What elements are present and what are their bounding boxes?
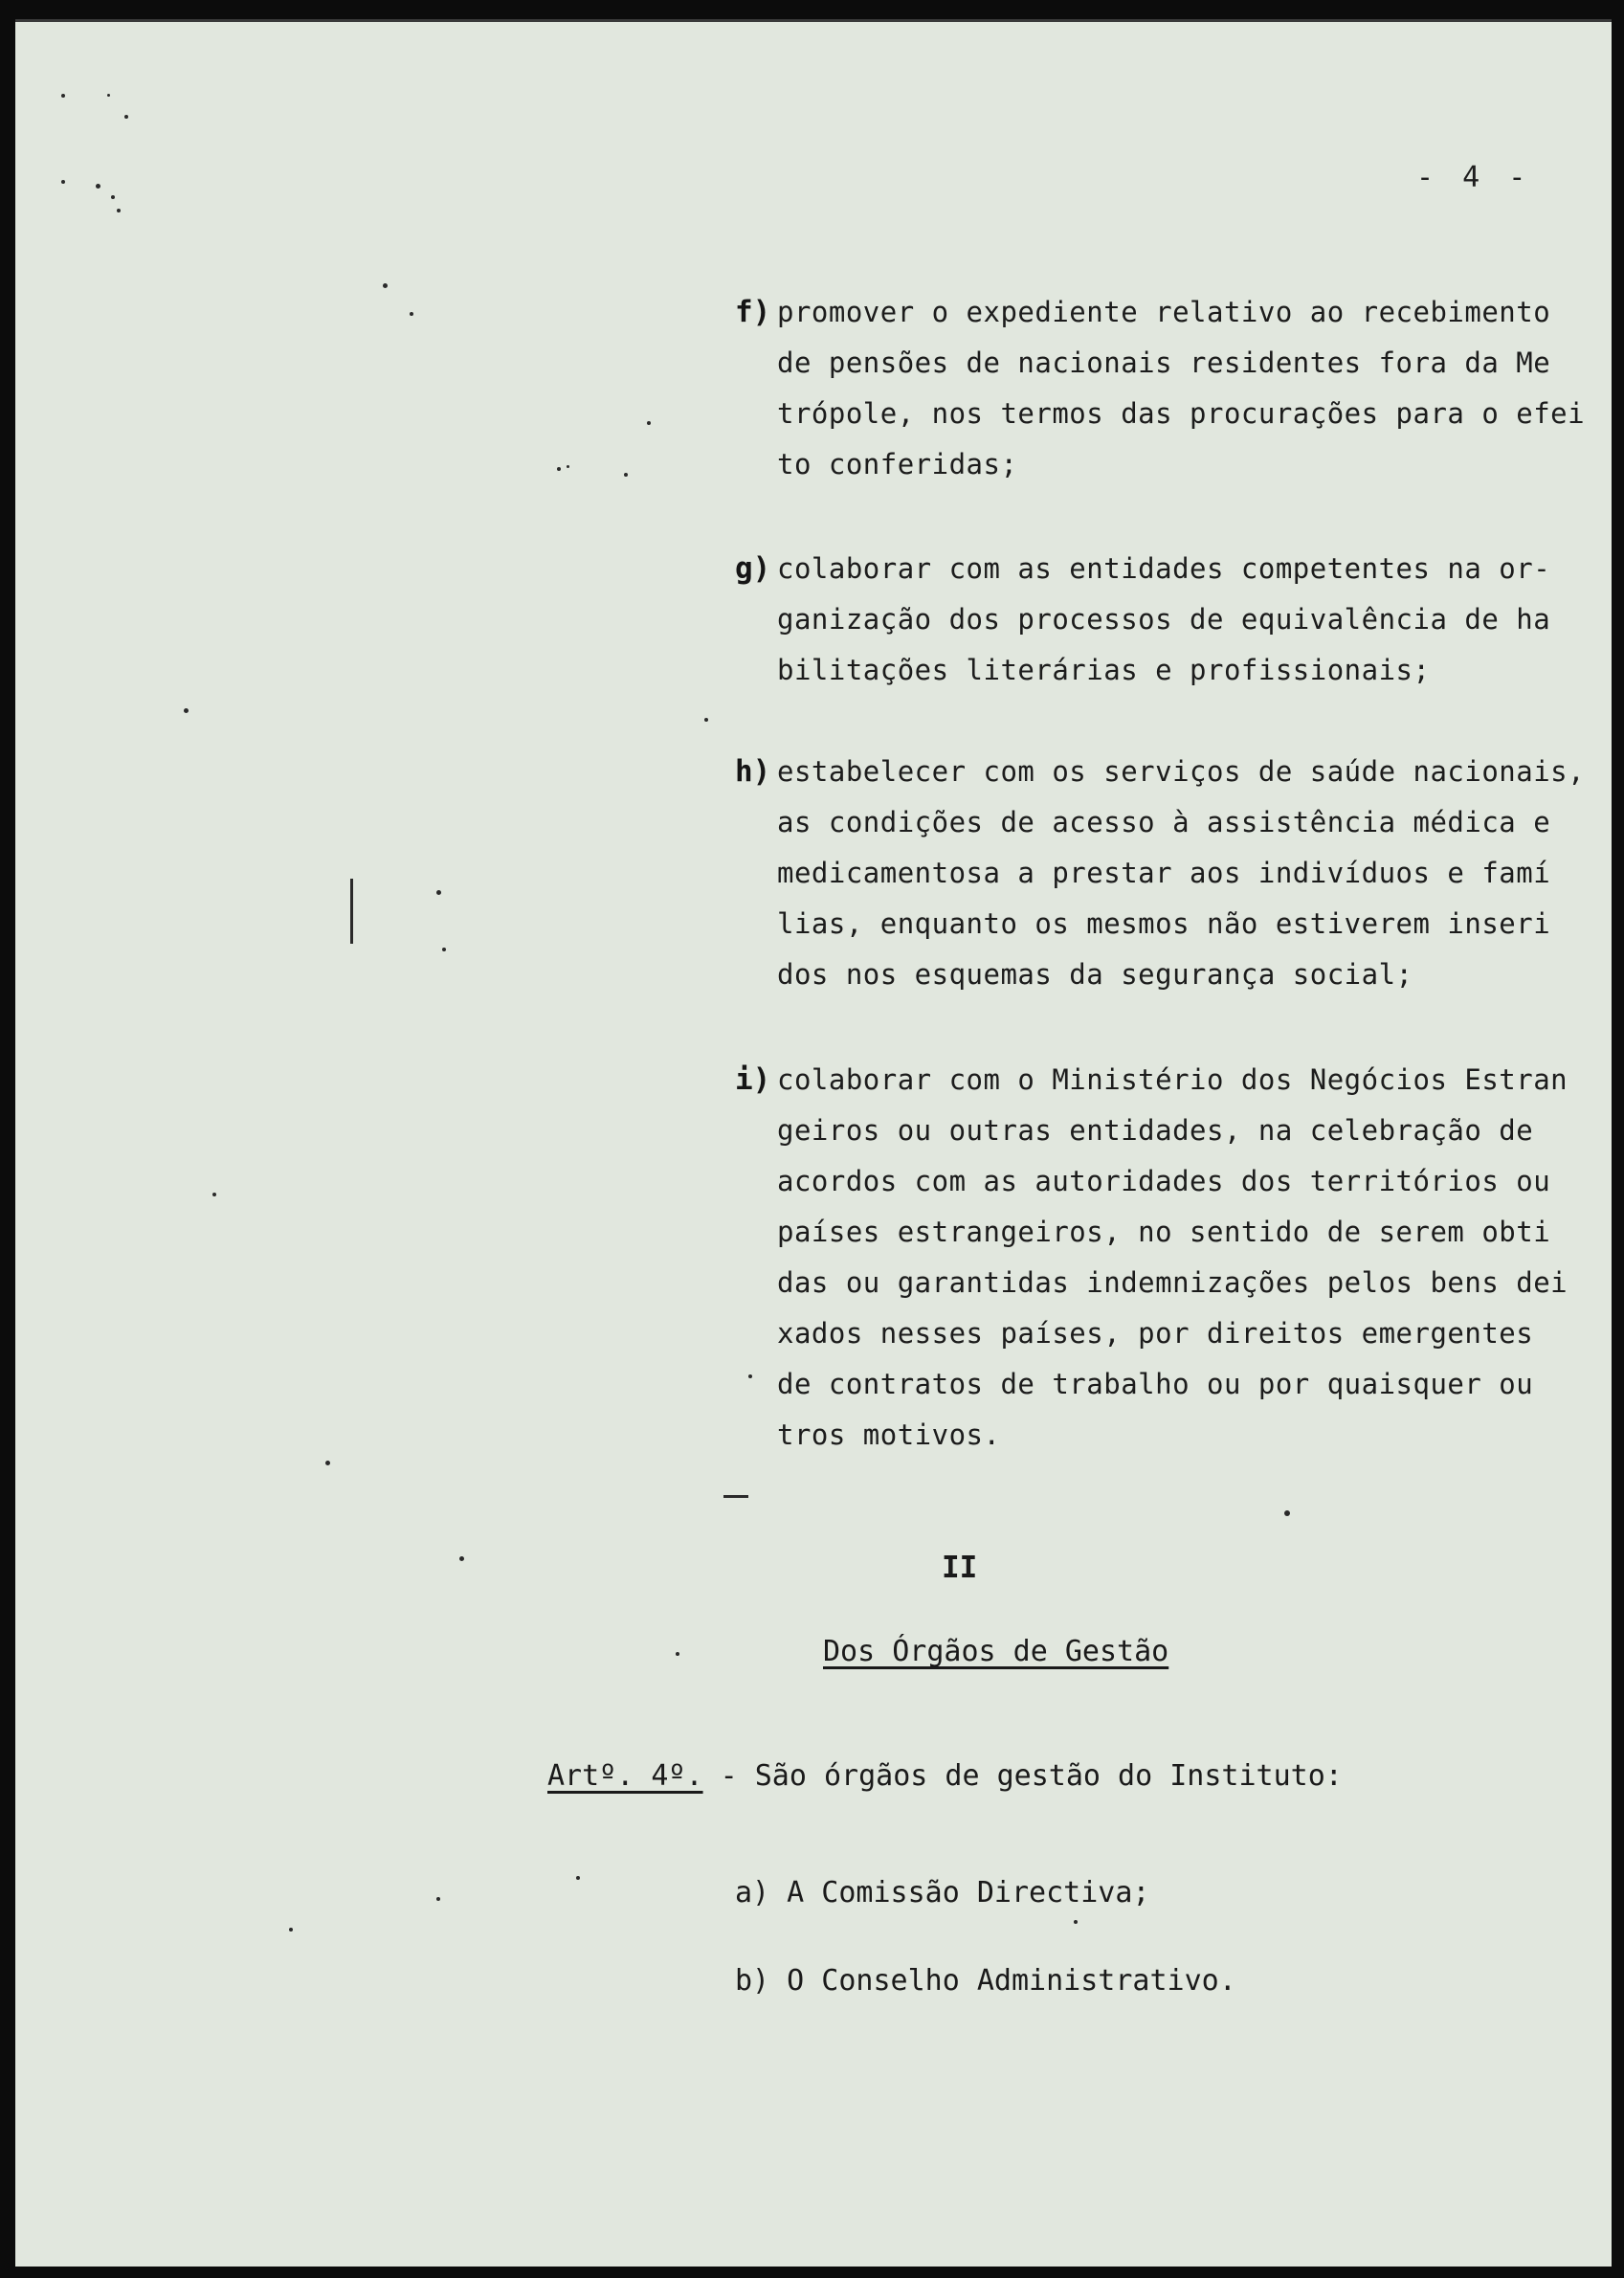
scan-speck <box>96 184 100 189</box>
scan-speck <box>436 890 441 895</box>
text-line: colaborar com o Ministério dos Negócios Estran <box>777 1063 1568 1096</box>
text-line: das ou garantidas indemnizações pelos bens dei <box>777 1266 1568 1299</box>
text-line: colaborar com as entidades competentes na or- <box>777 552 1551 585</box>
section-number: II <box>942 1551 978 1585</box>
scan-speck <box>442 948 446 951</box>
scan-speck <box>61 94 65 98</box>
scan-speck <box>212 1193 216 1196</box>
scan-speck <box>61 180 65 184</box>
text-line: estabelecer com os serviços de saúde nacionais, <box>777 755 1586 788</box>
scan-speck <box>1284 1510 1290 1516</box>
scan-speck <box>557 467 561 471</box>
item-text <box>777 1055 1568 1461</box>
item-letter: f) <box>735 295 771 329</box>
scan-speck <box>289 1928 293 1932</box>
item-letter: h) <box>735 754 771 789</box>
text-line: bilitações literárias e profissionais; <box>777 654 1431 686</box>
page-number: - 4 - <box>1416 161 1532 194</box>
item-letter: g) <box>735 551 771 586</box>
article-label: Artº. 4º. <box>547 1759 703 1793</box>
scan-speck <box>124 115 128 119</box>
scan-speck <box>383 283 388 288</box>
scan-speck <box>436 1897 440 1901</box>
scan-speck <box>567 465 569 468</box>
text-line: xados nesses países, por direitos emergentes <box>777 1317 1534 1350</box>
scan-speck <box>704 718 708 722</box>
scan-speck <box>410 312 413 316</box>
text-line: geiros ou outras entidades, na celebração de <box>777 1114 1534 1147</box>
item-text <box>777 287 1585 490</box>
organ-item-b: b) O Conselho Administrativo. <box>735 1964 1236 1998</box>
scan-speck <box>111 195 115 199</box>
scan-mark <box>723 1495 748 1498</box>
scan-speck <box>748 1374 752 1378</box>
text-line: to conferidas; <box>777 448 1018 480</box>
scan-edge <box>15 19 1612 22</box>
text-line: de pensões de nacionais residentes fora da Me <box>777 346 1551 379</box>
scan-speck <box>325 1461 330 1465</box>
document-page <box>15 19 1612 2267</box>
scan-speck <box>576 1876 580 1880</box>
text-line: ganização dos processos de equivalência de ha <box>777 603 1551 636</box>
scan-speck <box>184 708 189 713</box>
text-line: países estrangeiros, no sentido de serem obti <box>777 1216 1551 1248</box>
scan-speck <box>624 473 628 477</box>
article-4 <box>547 1759 1343 1793</box>
scan-speck <box>676 1652 679 1656</box>
text-line: medicamentosa a prestar aos indivíduos e famí <box>777 857 1551 889</box>
text-line: dos nos esquemas da segurança social; <box>777 958 1413 991</box>
text-line: de contratos de trabalho ou por quaisquer ou <box>777 1368 1534 1400</box>
scan-speck <box>1074 1920 1078 1924</box>
section-title: Dos Órgãos de Gestão <box>823 1635 1169 1668</box>
item-letter: i) <box>735 1062 771 1097</box>
item-text <box>777 747 1585 1000</box>
scan-speck <box>107 94 110 97</box>
text-line: tros motivos. <box>777 1418 1001 1451</box>
text-line: lias, enquanto os mesmos não estiverem inseri <box>777 907 1551 940</box>
scan-speck <box>647 421 651 425</box>
text-line: trópole, nos termos das procurações para o efei <box>777 397 1586 430</box>
scan-speck <box>117 209 121 212</box>
text-line: acordos com as autoridades dos territórios ou <box>777 1165 1551 1197</box>
article-text: - São órgãos de gestão do Instituto: <box>702 1759 1343 1793</box>
text-line: promover o expediente relativo ao recebimento <box>777 296 1551 328</box>
text-line: as condições de acesso à assistência médica e <box>777 806 1551 838</box>
organ-item-a: a) A Comissão Directiva; <box>735 1876 1150 1910</box>
item-text <box>777 544 1550 696</box>
scan-speck <box>459 1556 464 1561</box>
scan-mark <box>350 879 353 944</box>
